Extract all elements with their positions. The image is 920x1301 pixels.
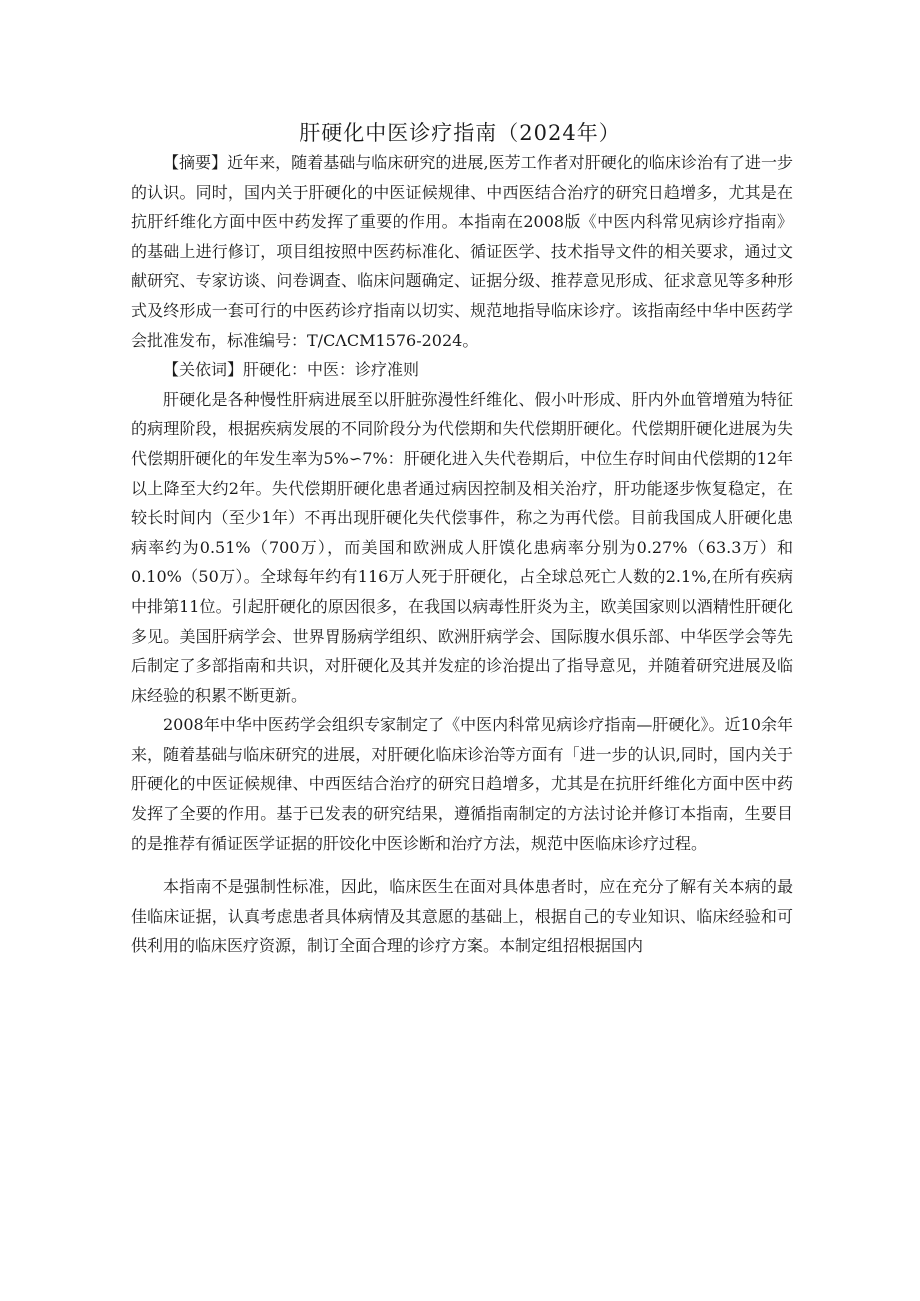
body-paragraph-2: 2008年中华中医药学会组织专家制定了《中医内科常见病诊疗指南—肝硬化》。近10余年来，随着基础与临床研究的进展，对肝硬化临床诊治等方面有「进一步的认识,同时，国内关于肝硬化的中医证候规律、中西医结合治疗的研究日趋增多，尤其是在抗肝纤维化方面中医中药发挥了全要的作用。基于已发表的研究结果，遵循指南制定的方法讨论并修订本指南，生要目的是推荐有循证医学证据的肝饺化中医诊断和治疗方法，规范中医临床诊疗过程。 bbox=[131, 715, 793, 853]
body-paragraph-1: 肝硬化是各种慢性肝病进展至以肝脏弥漫性纤维化、假小叶形成、肝内外血管增殖为特征的病理阶段，根据疾病发展的不同阶段分为代偿期和失代偿期肝硬化。代偿期肝硬化进展为失代偿期肝硬化的年发生率为5%∽7%：肝硬化进入失代卷期后，中位生存时间由代偿期的12年以上降至大约2年。失代偿期肝硬化患者通过病因控制及相关治疗，肝功能逐步恢复稳定，在较长时间内（至少1年）不再出现肝硬化失代偿事件，称之为再代偿。目前我国成人肝硬化患病率约为0.51%（700万），而美国和欧洲成人肝馍化患病率分别为0.27%（63.3万）和0.10%（50万）。全球每年约有116万人死于肝硬化，占全球总死亡人数的2.1%,在所有疾病中排第11位。引起肝硬化的原因很多，在我国以病毒性肝炎为主，欧美国家则以酒精性肝硬化多见。美国肝病学会、世界胃肠病学组织、欧洲肝病学会、国际腹水俱乐部、中华医学会等先后制定了多部指南和共识，对肝硬化及其并发症的诊治提出了指导意见，并随着研究进展及临床经验的积累不断更新。 bbox=[131, 389, 793, 705]
abstract-label: 【摘要】 bbox=[163, 153, 228, 172]
keywords-label: 【关依词】 bbox=[163, 360, 244, 380]
body-paragraph-3: 本指南不是强制性标准，因此，临床医生在面对具体患者时，应在充分了解有关本病的最佳临床证据，认真考虑患者具体病情及其意愿的基础上，根据自己的专业知识、临床经验和可供利用的临床医疗资源，制订全面合理的诊疗方案。本制定组招根据国内 bbox=[131, 877, 793, 956]
abstract-paragraph bbox=[131, 148, 793, 355]
keywords-text: 肝硬化：中医：诊疗准则 bbox=[243, 360, 420, 380]
document-body bbox=[131, 148, 793, 961]
abstract-text: 近年来，随着基础与临床研究的进展,医芳工作者对肝硬化的临床诊治有了进一步的认识。同时，国内关于肝硬化的中医证候规律、中西医结合治疗的研究日趋增多，尤其是在抗肝纤维化方面中医中药发挥了重要的作用。本指南在2008版《中医内科常见病诊疗指南》的基础上进行修订，项目组按照中医药标准化、循证医学、技术指导文件的相关要求，通过文献研究、专家访谈、问卷调查、临床问题确定、证据分级、推荐意见形成、征求意见等多种形式及终形成一套可行的中医药诊疗指南以切实、规范地指导临床诊疗。该指南经中华中医药学会批准发布，标准编号：T/CΛCM1576-2024。 bbox=[131, 153, 793, 350]
document-title: 肝硬化中医诊疗指南（2024年） bbox=[299, 121, 621, 145]
keywords-paragraph bbox=[131, 355, 793, 385]
